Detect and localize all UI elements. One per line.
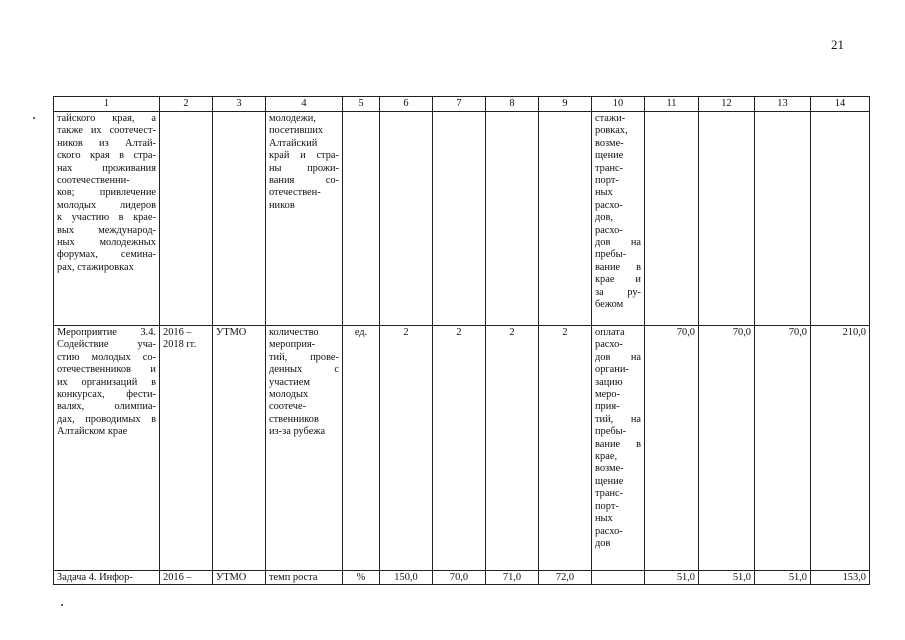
table-cell-col3 bbox=[213, 571, 266, 585]
cell-text-line: Содействие уча- bbox=[57, 339, 156, 351]
column-number-cell: 7 bbox=[433, 97, 486, 112]
cell-text-line: УТМО bbox=[216, 572, 247, 583]
cell-text-line: дов на bbox=[595, 237, 641, 249]
table-cell-col13: 51,0 bbox=[755, 571, 811, 585]
table-row bbox=[54, 326, 870, 571]
column-number-row bbox=[54, 97, 870, 112]
table-cell-col12: 70,0 bbox=[699, 326, 755, 571]
cell-text-line: соотечественни- bbox=[57, 175, 130, 187]
cell-text-line: Алтайский bbox=[269, 137, 318, 149]
cell-text-line: 2018 гг. bbox=[163, 339, 197, 351]
table-cell-col5 bbox=[343, 112, 380, 326]
table-cell-col7: 2 bbox=[433, 326, 486, 571]
table-cell-col13: 70,0 bbox=[755, 326, 811, 571]
cell-text-line: соотече- bbox=[269, 401, 307, 413]
cell-text-line: вых международ- bbox=[57, 224, 156, 236]
cell-text-line: также их соотечест- bbox=[57, 125, 156, 137]
column-number-cell: 14 bbox=[811, 97, 870, 112]
table-row bbox=[54, 571, 870, 585]
cell-text-line: вания со- bbox=[269, 175, 339, 187]
cell-text-line: прия- bbox=[595, 401, 620, 413]
cell-text-line: дов на bbox=[595, 351, 641, 363]
cell-text-line: ных bbox=[595, 187, 613, 199]
cell-text-line: расхо- bbox=[595, 525, 623, 537]
table-cell-col2 bbox=[160, 571, 213, 585]
column-number-cell: 4 bbox=[266, 97, 343, 112]
table-cell-col2 bbox=[160, 112, 213, 326]
cell-text-line: темп роста bbox=[269, 572, 318, 583]
table-cell-col5: ед. bbox=[343, 326, 380, 571]
column-number-cell: 1 bbox=[54, 97, 160, 112]
table-cell-col9: 72,0 bbox=[539, 571, 592, 585]
table-cell-col11: 70,0 bbox=[645, 326, 699, 571]
cell-text-line: ровках, bbox=[595, 125, 628, 137]
cell-text-line: расхо- bbox=[595, 339, 623, 351]
table-cell-col12: 51,0 bbox=[699, 571, 755, 585]
column-number-cell: 5 bbox=[343, 97, 380, 112]
cell-text-line: мероприя- bbox=[269, 339, 316, 351]
cell-text-line: 2016 – bbox=[163, 572, 192, 583]
cell-text-line: ников из Алтай- bbox=[57, 137, 156, 149]
cell-text-line: крае и bbox=[595, 274, 641, 286]
table-cell-col10 bbox=[592, 571, 645, 585]
cell-text-line: из-за рубежа bbox=[269, 426, 326, 438]
table-cell-col7: 70,0 bbox=[433, 571, 486, 585]
table-cell-col4 bbox=[266, 112, 343, 326]
cell-text-line: форумах, семина- bbox=[57, 249, 156, 261]
cell-text-line: расхо- bbox=[595, 224, 623, 236]
column-number-cell: 2 bbox=[160, 97, 213, 112]
cell-text-line: Мероприятие 3.4. bbox=[57, 327, 156, 338]
cell-text-line: дов, bbox=[595, 212, 613, 224]
table-cell-col4 bbox=[266, 326, 343, 571]
column-number-cell: 3 bbox=[213, 97, 266, 112]
cell-text-line: количество bbox=[269, 327, 319, 338]
cell-text-line: отечественников и bbox=[57, 364, 156, 376]
cell-text-line: тий, прове- bbox=[269, 351, 339, 363]
scan-speck bbox=[61, 604, 63, 606]
table-cell-col10 bbox=[592, 326, 645, 571]
column-number-cell: 9 bbox=[539, 97, 592, 112]
cell-text-line: ников bbox=[269, 199, 295, 211]
cell-text-line: Задача 4. Инфор- bbox=[57, 572, 133, 583]
column-number-cell: 10 bbox=[592, 97, 645, 112]
cell-text-line: ственников bbox=[269, 413, 319, 425]
cell-text-line: бежом bbox=[595, 299, 624, 311]
cell-text-line: порт- bbox=[595, 175, 619, 187]
table-cell-col10 bbox=[592, 112, 645, 326]
table-cell-col8 bbox=[486, 112, 539, 326]
cell-text-line: щение bbox=[595, 475, 624, 487]
cell-text-line: возме- bbox=[595, 463, 624, 475]
table-cell-col12 bbox=[699, 112, 755, 326]
cell-text-line: УТМО bbox=[216, 327, 247, 338]
page-number: 21 bbox=[831, 37, 844, 52]
table-cell-col7 bbox=[433, 112, 486, 326]
cell-text-line: органи- bbox=[595, 364, 629, 376]
cell-text-line: оплата bbox=[595, 327, 625, 338]
cell-text-line: тий, на bbox=[595, 413, 641, 425]
table-cell-col14: 153,0 bbox=[811, 571, 870, 585]
table-cell-col6: 2 bbox=[380, 326, 433, 571]
table-cell-col8: 2 bbox=[486, 326, 539, 571]
cell-text-line: молодежи, bbox=[269, 113, 316, 124]
column-number-cell: 6 bbox=[380, 97, 433, 112]
scan-speck bbox=[33, 117, 35, 119]
cell-text-line: ского края в стра- bbox=[57, 150, 156, 162]
column-number-cell: 13 bbox=[755, 97, 811, 112]
table-cell-col14: 210,0 bbox=[811, 326, 870, 571]
table-cell-col13 bbox=[755, 112, 811, 326]
cell-text-line: 2016 – bbox=[163, 327, 192, 338]
table-cell-col1 bbox=[54, 326, 160, 571]
program-measures-table bbox=[53, 96, 870, 585]
cell-text-line: возме- bbox=[595, 137, 624, 149]
cell-text-line: щение bbox=[595, 150, 624, 162]
cell-text-line: меро- bbox=[595, 389, 621, 401]
cell-text-line: к участию в крае- bbox=[57, 212, 156, 224]
cell-text-line: конкурсах, фести- bbox=[57, 389, 156, 401]
table-cell-col6: 150,0 bbox=[380, 571, 433, 585]
table-cell-col3 bbox=[213, 112, 266, 326]
cell-text-line: стию молодых со- bbox=[57, 351, 156, 363]
cell-text-line: денных с bbox=[269, 364, 339, 376]
cell-text-line: стажи- bbox=[595, 113, 626, 124]
cell-text-line: отечествен- bbox=[269, 187, 321, 199]
cell-text-line: ков; привлечение bbox=[57, 187, 156, 199]
cell-text-line: дах, проводимых в bbox=[57, 413, 156, 425]
table-cell-col1 bbox=[54, 112, 160, 326]
cell-text-line: молодых bbox=[269, 389, 309, 401]
cell-text-line: рах, стажировках bbox=[57, 261, 134, 273]
cell-text-line: пребы- bbox=[595, 426, 627, 438]
table-cell-col5: % bbox=[343, 571, 380, 585]
table-cell-col11 bbox=[645, 112, 699, 326]
cell-text-line: расхо- bbox=[595, 199, 623, 211]
cell-text-line: порт- bbox=[595, 500, 619, 512]
cell-text-line: зацию bbox=[595, 376, 623, 388]
cell-text-line: край и стра- bbox=[269, 150, 339, 162]
cell-text-line: пребы- bbox=[595, 249, 627, 261]
column-number-cell: 11 bbox=[645, 97, 699, 112]
cell-text-line: ны прожи- bbox=[269, 162, 339, 174]
cell-text-line: ных bbox=[595, 513, 613, 525]
column-number-cell: 12 bbox=[699, 97, 755, 112]
cell-text-line: их организаций в bbox=[57, 376, 156, 388]
table-cell-col9 bbox=[539, 112, 592, 326]
cell-text-line: валях, олимпиа- bbox=[57, 401, 156, 413]
cell-text-line: вание в bbox=[595, 261, 641, 273]
table-cell-col3 bbox=[213, 326, 266, 571]
table-cell-col14 bbox=[811, 112, 870, 326]
column-number-cell: 8 bbox=[486, 97, 539, 112]
cell-text-line: дов bbox=[595, 537, 611, 549]
cell-text-line: за ру- bbox=[595, 286, 641, 298]
table-row bbox=[54, 112, 870, 326]
cell-text-line: транс- bbox=[595, 488, 624, 500]
cell-text-line: вание в bbox=[595, 438, 641, 450]
table-cell-col1 bbox=[54, 571, 160, 585]
cell-text-line: транс- bbox=[595, 162, 624, 174]
cell-text-line: участием bbox=[269, 376, 310, 388]
table-cell-col8: 71,0 bbox=[486, 571, 539, 585]
cell-text-line: посетивших bbox=[269, 125, 324, 137]
cell-text-line: Алтайском крае bbox=[57, 426, 128, 438]
table-cell-col6 bbox=[380, 112, 433, 326]
cell-text-line: крае, bbox=[595, 451, 618, 463]
cell-text-line: тайского края, а bbox=[57, 113, 156, 124]
cell-text-line: ных молодежных bbox=[57, 237, 156, 249]
table-cell-col2 bbox=[160, 326, 213, 571]
cell-text-line: нах проживания bbox=[57, 162, 156, 174]
cell-text-line: молодых лидеров bbox=[57, 199, 156, 211]
table-cell-col4 bbox=[266, 571, 343, 585]
table-cell-col11: 51,0 bbox=[645, 571, 699, 585]
table-cell-col9: 2 bbox=[539, 326, 592, 571]
